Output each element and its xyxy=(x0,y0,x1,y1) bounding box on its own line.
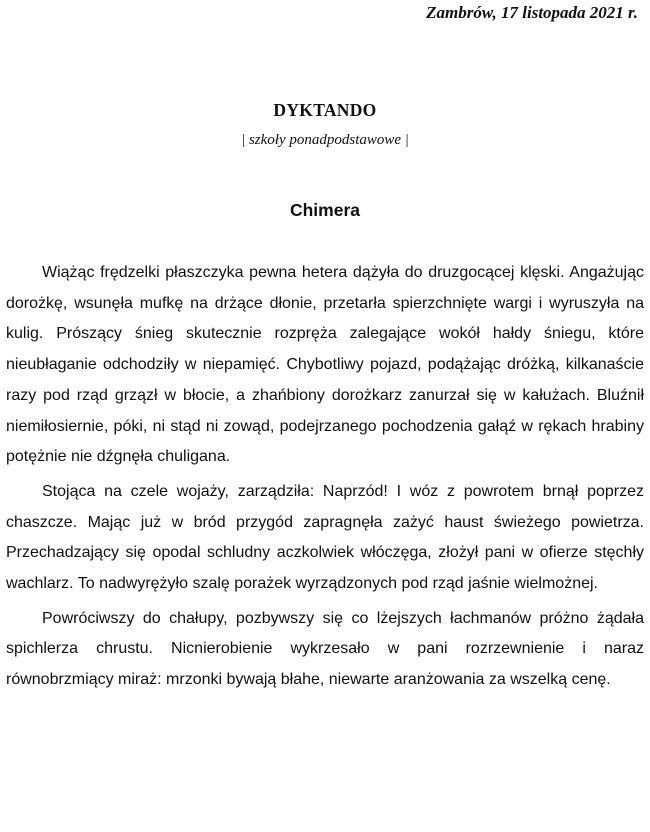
paragraph: Wiążąc frędzelki płaszczyka pewna hetera dążyła do druzgocącej klęski. Angażując dorożkę, wsunęła mufkę na drżące dłonie, przetarła spierzchnięte wargi i wyruszyła na kulig. Prószący śnieg skutecznie rozpręża zalegające wokół hałdy śniegu, które nieubłaganie odchodziły w niepamięć. Chybotliwy pojazd, podążając dróżką, kilkanaście razy pod rząd grzązł w błocie, a zhańbiony dorożkarz zanurzał się w kałużach. Bluźnił niemiłosiernie, póki, ni stąd ni zowąd, podejrzanego pochodzenia gałąź w rękach hrabiny potężnie nie dźgnęła chuligana. xyxy=(6,264,644,466)
text-heading: Chimera xyxy=(289,200,361,220)
document-title: DYKTANDO xyxy=(273,100,377,120)
paragraph: Powróciwszy do chałupy, pozbywszy się co lżejszych łachmanów próżno żądała spichlerza chrustu. Nicnierobienie wykrzesało w pani rozrzewnienie i naraz równobrzmiący miraż: mrzonki bywają błahe, niewarte aranżowania za wszelką cenę. xyxy=(6,609,644,689)
paragraph: Stojąca na czele wojaży, zarządziła: Naprzód! I wóz z powrotem brnął poprzez chaszcze. Mając już w bród przygód zapragnęła zażyć haust świeżego powietrza. Przechadzający się opodal schludny aczkolwiek włóczęga, złożył pani w ofierze stęchły wachlarz. To nadwyrężyło szalę porażek wyrządzonych pod rząd jaśnie wielmożnej. xyxy=(6,482,644,593)
dictation-body xyxy=(6,258,644,700)
document-subtitle: | szkoły ponadpodstawowe | xyxy=(241,132,409,148)
place-date: Zambrów, 17 listopada 2021 r. xyxy=(426,3,638,22)
